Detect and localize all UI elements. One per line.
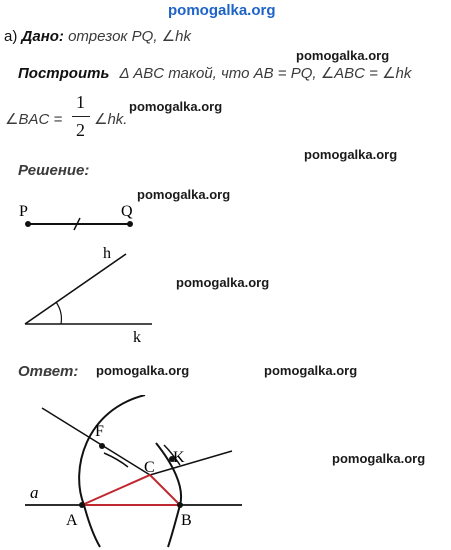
label-line-a: a <box>30 483 39 502</box>
point-a <box>79 502 85 508</box>
given-prefix: а) <box>4 28 18 45</box>
fraction-denominator: 2 <box>76 120 85 140</box>
fraction-numerator: 1 <box>76 92 85 112</box>
point-f <box>99 443 105 449</box>
watermark-8: pomogalka.org <box>332 451 426 466</box>
triangle-abc <box>82 475 180 505</box>
given-line <box>4 27 191 45</box>
label-point-c: C <box>144 459 155 476</box>
label-h: h <box>103 245 111 262</box>
construct-line2-end: ∠hk. <box>94 111 128 128</box>
given-text: отрезок PQ, ∠hk <box>68 28 191 45</box>
answer-construction-figure <box>0 395 260 550</box>
construct-line <box>18 64 411 82</box>
segment-pq-figure <box>0 195 160 240</box>
watermark-7: pomogalka.org <box>264 363 358 378</box>
watermark-top: pomogalka.org <box>168 2 276 19</box>
arc-center-b <box>79 395 145 547</box>
construct-label: Построить <box>18 65 110 82</box>
watermark-2: pomogalka.org <box>129 99 223 114</box>
construct-text: Δ ABC такой, что AB = PQ, ∠ABC = ∠hk <box>119 65 412 82</box>
given-label: Дано: <box>21 28 64 45</box>
fraction-bar <box>72 116 90 117</box>
label-point-a: A <box>66 512 78 529</box>
watermark-6: pomogalka.org <box>96 363 190 378</box>
ray-af <box>42 408 150 475</box>
watermark-4: pomogalka.org <box>137 187 231 202</box>
point-p <box>25 221 31 227</box>
construct-line2-start: ∠BAC = <box>5 111 63 128</box>
angle-hk-figure <box>0 240 170 350</box>
label-q: Q <box>121 203 133 220</box>
watermark-3: pomogalka.org <box>304 147 398 162</box>
point-b <box>177 502 183 508</box>
label-p: P <box>19 203 28 220</box>
ray-h <box>25 254 126 324</box>
ray-bk <box>150 451 232 475</box>
answer-label: Ответ: <box>18 363 79 380</box>
point-q <box>127 221 133 227</box>
angle-arc <box>56 302 61 324</box>
watermark-1: pomogalka.org <box>296 48 390 63</box>
label-k: k <box>133 329 141 346</box>
solution-label: Решение: <box>18 162 90 179</box>
label-point-b: B <box>181 512 192 529</box>
label-point-k: K <box>173 449 185 466</box>
label-point-f: F <box>95 423 104 440</box>
watermark-5: pomogalka.org <box>176 275 270 290</box>
